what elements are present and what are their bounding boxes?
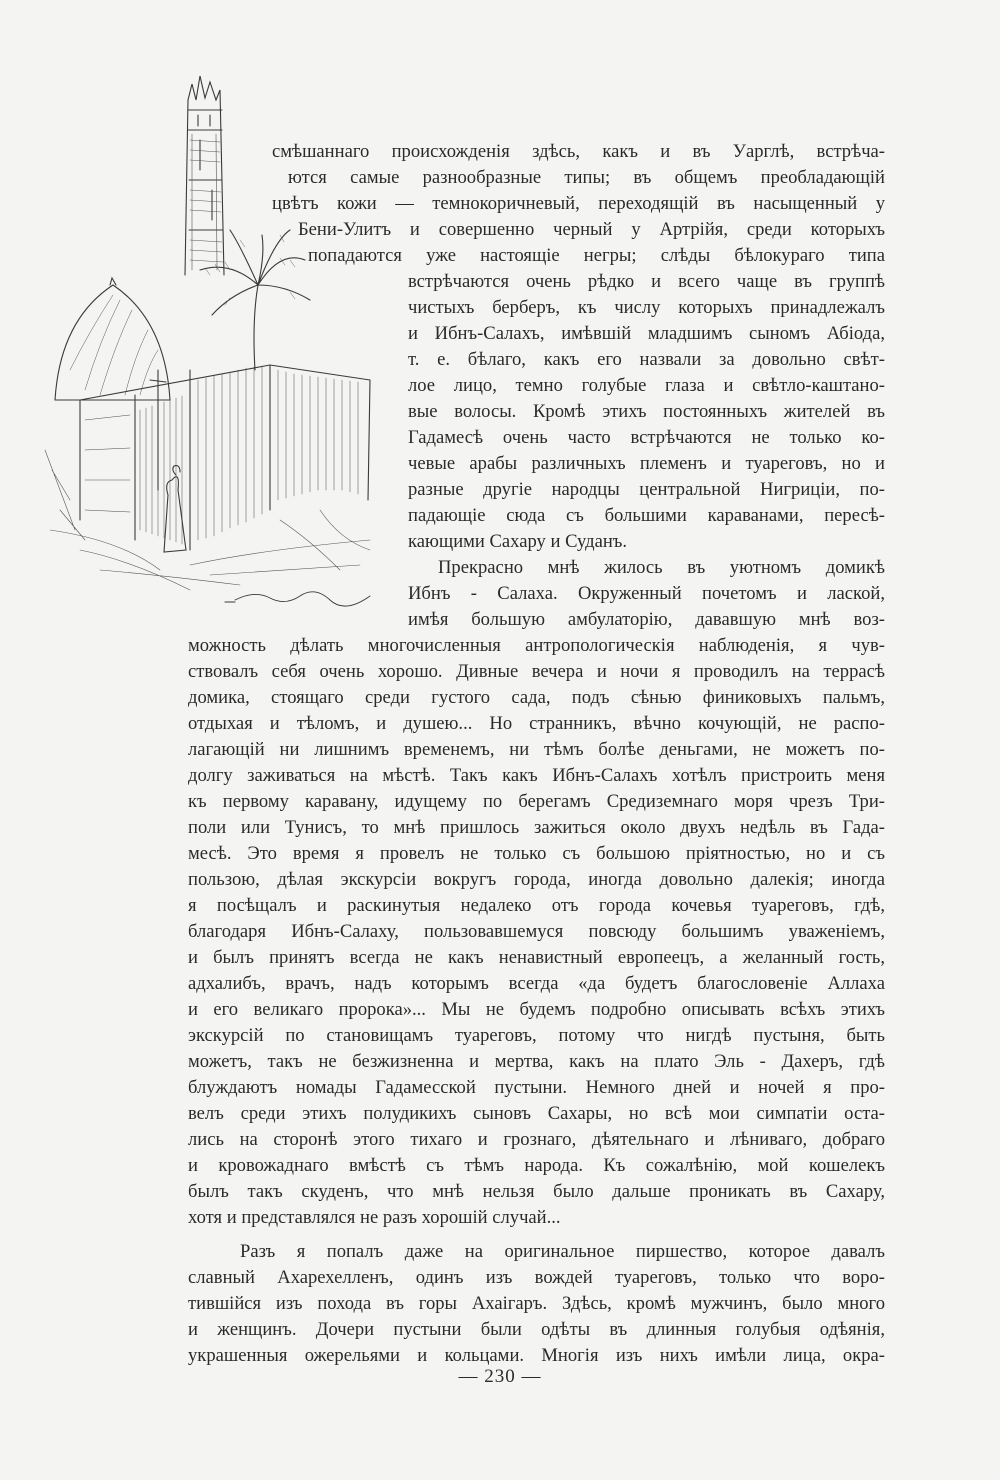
page-number: — 230 — xyxy=(458,1366,542,1387)
text-line: поли или Тунисъ, то мнѣ пришлось зажиться около двухъ недѣль въ Гада- xyxy=(188,817,885,838)
text-line: месѣ. Это время я провелъ не только съ большою пріятностью, но и съ xyxy=(188,843,885,864)
text-line: я посѣщалъ и раскинутыя недалеко отъ города кочевья туареговъ, гдѣ, xyxy=(188,895,885,916)
text-line: попадаются уже настоящіе негры; слѣды бѣлокураго типа xyxy=(308,245,885,266)
text-line: блуждаютъ номады Гадамесской пустыни. Немного дней и ночей я про- xyxy=(188,1077,885,1098)
text-line: экскурсій по становищамъ туареговъ, потому что нигдѣ пустыня, быть xyxy=(188,1025,885,1046)
text-line: былъ такъ скуденъ, что мнѣ нельзя было дальше проникать въ Сахару, xyxy=(188,1181,885,1202)
text-line: Прекрасно мнѣ жилось въ уютномъ домикѣ xyxy=(438,557,885,578)
text-line: ствовалъ себя очень хорошо. Дивные вечера и ночи я проводилъ на террасѣ xyxy=(188,661,885,682)
text-line: смѣшаннаго происхожденія здѣсь, какъ и въ Уарглѣ, встрѣча- xyxy=(272,141,885,162)
text-line: Гадамесѣ очень часто встрѣчаются не только ко- xyxy=(408,427,885,448)
text-line: отдыхая и тѣломъ, и душею... Но странникъ, вѣчно кочующій, не распо- xyxy=(188,713,885,734)
text-line: долгу заживаться на мѣстѣ. Такъ какъ Ибнъ-Салахъ хотѣлъ пристроить меня xyxy=(188,765,885,786)
text-line: и кровожаднаго вмѣстѣ съ тѣмъ народа. Къ сожалѣнію, мой кошелекъ xyxy=(188,1155,885,1176)
text-line: т. е. бѣлаго, какъ его назвали за довольно свѣт- xyxy=(408,349,885,370)
text-line: домика, стоящаго среди густого сада, подъ сѣнью финиковыхъ пальмъ, xyxy=(188,687,885,708)
text-line: лагающій ни лишнимъ временемъ, ни тѣмъ болѣе деньгами, не можетъ по- xyxy=(188,739,885,760)
text-line: цвѣтъ кожи — темнокоричневый, переходящій въ насыщенный у xyxy=(272,193,885,214)
text-line: хотя и представлялся не разъ хорошій случай... xyxy=(188,1207,561,1228)
text-line: къ первому каравану, идущему по берегамъ Средиземнаго моря чрезъ Три- xyxy=(188,791,885,812)
text-line: тившійся изъ похода въ горы Ахаігаръ. Здѣсь, кромѣ мужчинъ, было много xyxy=(188,1293,885,1314)
text-line: и Ибнъ-Салахъ, имѣвшій младшимъ сыномъ Абіода, xyxy=(408,323,885,344)
text-line: можность дѣлать многочисленныя антропологическія наблюденія, я чув- xyxy=(188,635,885,656)
text-line: велъ среди этихъ полудикихъ сыновъ Сахары, но всѣ мои симпатіи оста- xyxy=(188,1103,885,1124)
text-line: лись на сторонѣ этого тихаго и грознаго, дѣятельнаго и лѣниваго, добраго xyxy=(188,1129,885,1150)
text-line: чистыхъ берберъ, къ числу которыхъ принадлежалъ xyxy=(408,297,885,318)
text-line: ются самые разнообразные типы; въ общемъ преобладающій xyxy=(288,167,885,188)
text-line: благодаря Ибнъ-Салаху, пользовавшемуся повсюду большимъ уваженіемъ, xyxy=(188,921,885,942)
text-line: Разъ я попалъ даже на оригинальное пиршество, которое давалъ xyxy=(240,1241,885,1262)
text-line: вые волосы. Кромѣ этихъ постоянныхъ жителей въ xyxy=(408,401,885,422)
text-line: Ибнъ - Салаха. Окруженный почетомъ и лаской, xyxy=(408,583,885,604)
text-line: разные другіе народцы центральной Нигриціи, по- xyxy=(408,479,885,500)
text-line: украшенныя ожерельями и кольцами. Многія изъ нихъ имѣли лица, окра- xyxy=(188,1345,885,1366)
text-line: имѣя большую амбулаторію, дававшую мнѣ воз- xyxy=(408,609,885,630)
text-line: и его великаго пророка»... Мы не будемъ подробно описывать всѣхъ этихъ xyxy=(188,999,885,1020)
text-line: встрѣчаются очень рѣдко и всего чаще въ группѣ xyxy=(408,271,885,292)
text-line: чевые арабы различныхъ племенъ и туареговъ, но и xyxy=(408,453,885,474)
text-line: лое лицо, темно голубые глаза и свѣтло-каштано- xyxy=(408,375,885,396)
text-line: и женщинъ. Дочери пустыни были одѣты въ длинныя голубыя одѣянія, xyxy=(188,1319,885,1340)
text-line: кающими Сахару и Суданъ. xyxy=(408,531,628,552)
text-line: адхалибъ, врачъ, надъ которымъ всегда «да будетъ благословеніе Аллаха xyxy=(188,973,885,994)
text-line: Бени-Улитъ и совершенно черный у Артрійя, среди которыхъ xyxy=(298,219,885,240)
text-line: и былъ принятъ всегда не какъ ненавистный европеецъ, а желанный гость, xyxy=(188,947,885,968)
text-line: можетъ, такъ не безжизненна и мертва, какъ на плато Эль - Дахеръ, гдѣ xyxy=(188,1051,885,1072)
text-line: падающіе сюда съ большими караванами, пересѣ- xyxy=(408,505,885,526)
text-line: пользою, дѣлая экскурсіи вокругъ города, иногда довольно далекія; иногда xyxy=(188,869,885,890)
text-line: славный Ахарехелленъ, одинъ изъ вождей туареговъ, только что воро- xyxy=(188,1267,885,1288)
